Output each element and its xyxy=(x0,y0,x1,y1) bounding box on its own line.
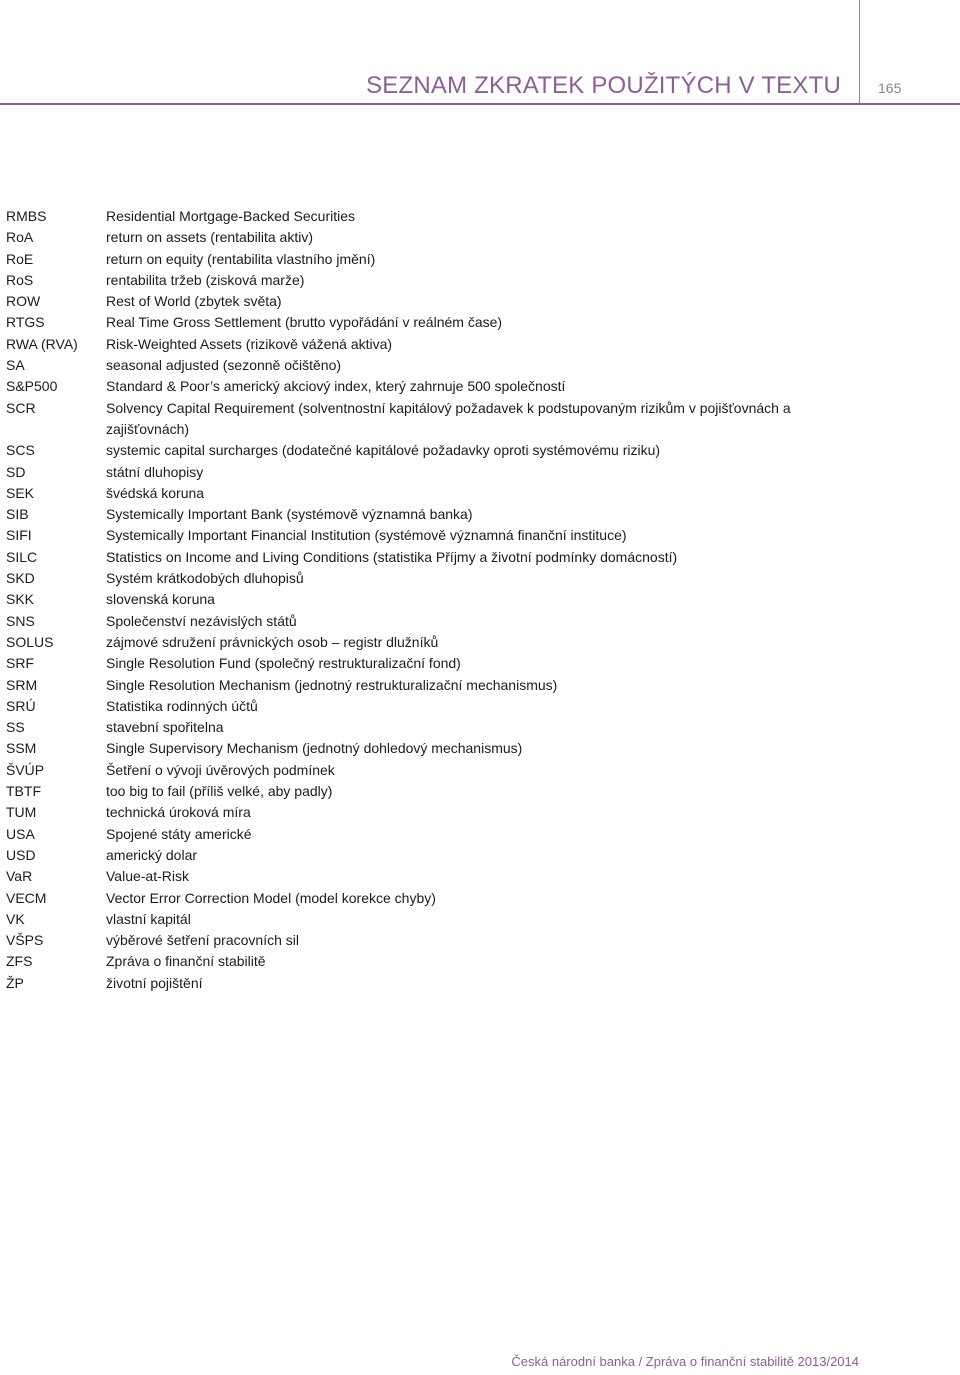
abbreviation: ZFS xyxy=(6,953,33,970)
list-item xyxy=(6,781,956,802)
definition: too big to fail (příliš velké, aby padly) xyxy=(106,783,333,800)
abbreviation: RMBS xyxy=(6,208,47,224)
list-item xyxy=(6,951,956,972)
abbreviation: S&P500 xyxy=(6,378,58,395)
list-item xyxy=(6,589,956,610)
definition: Statistics on Income and Living Conditions (statistika Příjmy a životní podmínky domácností) xyxy=(106,548,678,565)
abbreviation: RoE xyxy=(6,250,34,267)
list-item xyxy=(6,888,956,909)
abbreviation: SCR xyxy=(6,399,36,416)
abbreviation: VECM xyxy=(6,889,47,906)
list-item xyxy=(6,930,956,951)
definition: return on assets (rentabilita aktiv) xyxy=(106,229,313,246)
definition: Statistika rodinných účtů xyxy=(106,697,258,714)
abbreviation: SIFI xyxy=(6,527,32,544)
abbreviation: VaR xyxy=(6,868,33,885)
definition: Single Resolution Mechanism (jednotný restrukturalizační mechanismus) xyxy=(106,676,558,693)
definition: seasonal adjusted (sezonně očištěno) xyxy=(106,357,342,374)
list-item xyxy=(6,440,956,461)
list-item xyxy=(6,675,956,696)
list-item xyxy=(6,824,956,845)
abbreviation: SRÚ xyxy=(6,697,36,714)
list-item xyxy=(6,291,956,312)
list-item xyxy=(6,249,956,270)
list-item xyxy=(6,227,956,248)
definition: rentabilita tržeb (zisková marže) xyxy=(106,271,305,288)
list-item xyxy=(6,483,956,504)
abbreviation: SRF xyxy=(6,655,34,672)
definition: Single Supervisory Mechanism (jednotný dohledový mechanismus) xyxy=(106,740,523,757)
list-item xyxy=(6,717,956,738)
definition: vlastní kapitál xyxy=(106,910,191,927)
definition: Value-at-Risk xyxy=(106,868,189,885)
list-item xyxy=(6,206,956,227)
definition: Šetření o vývoji úvěrových podmínek xyxy=(106,761,335,778)
page-footer: Česká národní banka / Zpráva o finanční stabilitě 2013/2014 xyxy=(511,1354,859,1369)
definition: zájmové sdružení právnických osob – registr dlužníků xyxy=(106,633,439,650)
abbreviation: SILC xyxy=(6,548,38,565)
list-item xyxy=(6,376,956,397)
abbreviation: VK xyxy=(6,910,25,927)
abbreviation: SCS xyxy=(6,442,35,459)
abbreviation-list xyxy=(6,206,956,994)
definition: Zpráva o finanční stabilitě xyxy=(106,953,266,970)
page-header xyxy=(0,70,960,104)
abbreviation: RTGS xyxy=(6,314,45,331)
list-item xyxy=(6,547,956,568)
abbreviation: SNS xyxy=(6,612,35,629)
list-item xyxy=(6,696,956,717)
list-item xyxy=(6,760,956,781)
list-item xyxy=(6,270,956,291)
page-title: SEZNAM ZKRATEK POUŽITÝCH V TEXTU xyxy=(366,72,841,99)
definition: Residential Mortgage-Backed Securities xyxy=(106,208,356,224)
definition: stavební spořitelna xyxy=(106,719,224,736)
abbreviation: SRM xyxy=(6,676,38,693)
definition: Vector Error Correction Model (model korekce chyby) xyxy=(106,889,436,906)
abbreviation: RoS xyxy=(6,271,34,288)
list-item xyxy=(6,866,956,887)
definition: Systém krátkodobých dluhopisů xyxy=(106,570,304,587)
abbreviation: ŽP xyxy=(6,974,24,991)
abbreviation: TUM xyxy=(6,804,37,821)
abbreviation: SSM xyxy=(6,740,37,757)
list-item xyxy=(6,568,956,589)
definition: Solvency Capital Requirement (solventnostní kapitálový požadavek k podstupovaným rizikům v pojišťovnách a zajišťovnách) xyxy=(106,399,791,437)
definition: Rest of World (zbytek světa) xyxy=(106,293,282,310)
list-item xyxy=(6,632,956,653)
list-item xyxy=(6,611,956,632)
definition: Společenství nezávislých států xyxy=(106,612,297,629)
abbreviation: ŠVÚP xyxy=(6,761,45,778)
abbreviation: TBTF xyxy=(6,783,41,800)
list-item xyxy=(6,845,956,866)
definition: Real Time Gross Settlement (brutto vypořádání v reálném čase) xyxy=(106,314,503,331)
definition: systemic capital surcharges (dodatečné kapitálové požadavky oproti systémovému riziku) xyxy=(106,442,661,459)
list-item xyxy=(6,653,956,674)
abbreviation: USD xyxy=(6,846,36,863)
abbreviation: RoA xyxy=(6,229,34,246)
list-item xyxy=(6,398,956,441)
definition: Systemically Important Financial Institution (systémově významná finanční instituce) xyxy=(106,527,627,544)
definition: švédská koruna xyxy=(106,484,205,501)
abbreviation: SKK xyxy=(6,591,35,608)
definition: Standard & Poor’s americký akciový index, který zahrnuje 500 společností xyxy=(106,378,566,395)
definition: americký dolar xyxy=(106,846,198,863)
list-item xyxy=(6,334,956,355)
abbreviation: SOLUS xyxy=(6,633,54,650)
definition: životní pojištění xyxy=(106,974,203,991)
list-item xyxy=(6,909,956,930)
abbreviation: SEK xyxy=(6,484,35,501)
list-item xyxy=(6,312,956,333)
definition: technická úroková míra xyxy=(106,804,251,821)
definition: Single Resolution Fund (společný restrukturalizační fond) xyxy=(106,655,461,672)
definition: státní dluhopisy xyxy=(106,463,204,480)
abbreviation: ROW xyxy=(6,293,41,310)
list-item xyxy=(6,973,956,994)
definition: slovenská koruna xyxy=(106,591,215,608)
definition: Spojené státy americké xyxy=(106,825,252,842)
header-rule xyxy=(0,103,960,105)
abbreviation: SIB xyxy=(6,506,29,523)
list-item xyxy=(6,738,956,759)
page-number: 165 xyxy=(878,80,902,96)
list-item xyxy=(6,355,956,376)
definition: výběrové šetření pracovních sil xyxy=(106,932,299,949)
list-item xyxy=(6,525,956,546)
abbreviation: SA xyxy=(6,357,25,374)
definition: Risk-Weighted Assets (rizikově vážená aktiva) xyxy=(106,335,393,352)
list-item xyxy=(6,462,956,483)
abbreviation: USA xyxy=(6,825,35,842)
list-item xyxy=(6,504,956,525)
abbreviation: VŠPS xyxy=(6,932,44,949)
abbreviation: SD xyxy=(6,463,26,480)
abbreviation: SS xyxy=(6,719,25,736)
abbreviation: SKD xyxy=(6,570,35,587)
definition: Systemically Important Bank (systémově významná banka) xyxy=(106,506,473,523)
list-item xyxy=(6,802,956,823)
abbreviation: RWA (RVA) xyxy=(6,335,78,352)
definition: return on equity (rentabilita vlastního jmění) xyxy=(106,250,376,267)
